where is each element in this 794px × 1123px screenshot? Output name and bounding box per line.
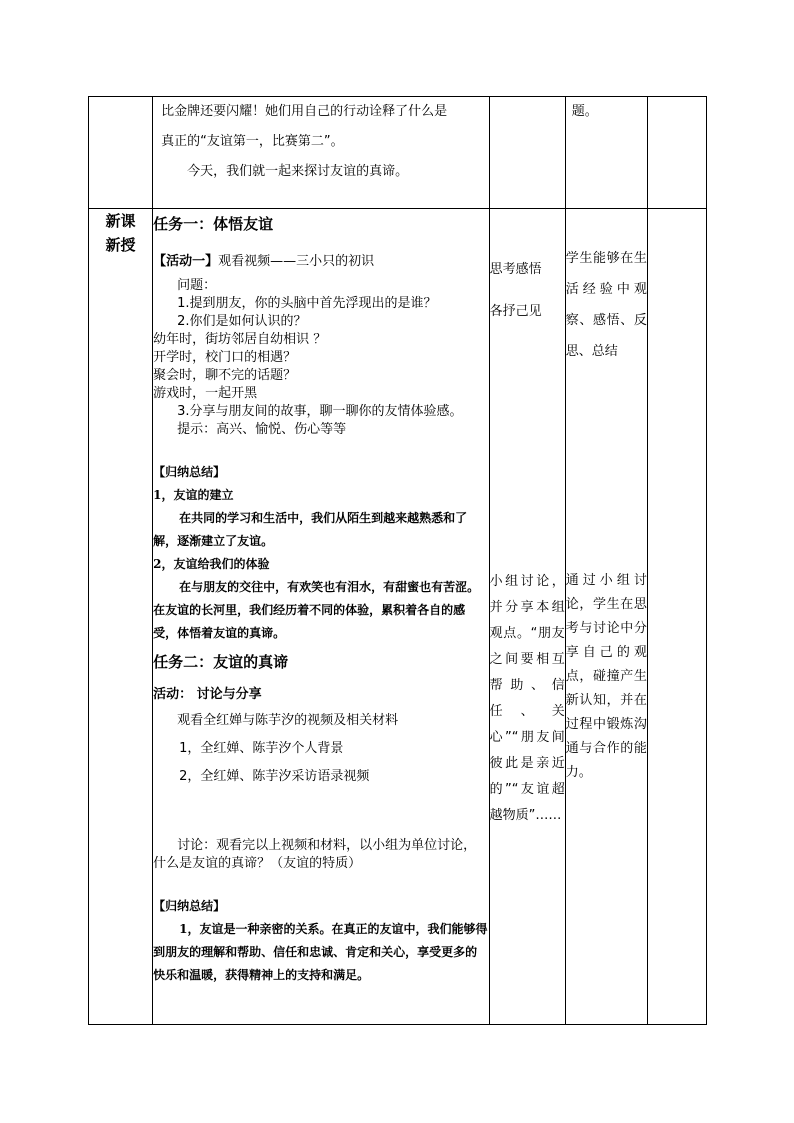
student-cell-new-lesson: [489, 209, 565, 1025]
table-row-intro: [89, 97, 707, 209]
question-line: 2.你们是如何认识的？: [177, 314, 307, 329]
col3-top-line2: 各抒己见: [489, 304, 542, 319]
summary1-title: 【归纳总结】: [153, 465, 226, 479]
activity1: [153, 251, 489, 273]
summary2: [153, 895, 489, 987]
question-line: 3.分享与朋友间的故事，聊一聊你的友情体验感。: [177, 404, 463, 419]
summary1-point1-title: 1，友谊的建立: [153, 488, 234, 502]
question-line: 聚会时，聊不完的话题？: [153, 368, 297, 383]
task2-title: 任务二：友谊的真谛: [153, 653, 289, 671]
intro-col4-text: 题。: [571, 104, 598, 119]
col3-bottom: 小组讨论，并分享本组观点。“朋友之间要相互帮助、信任、关心”“朋友间彼此是亲近的”“友谊超越物质”……: [489, 574, 565, 823]
activity1-text: 观看视频——三小只的初识: [218, 254, 375, 269]
col4-bottom: 通过小组讨论，学生在思考与讨论中分享自己的观点，碰撞产生新认知，并在过程中锻炼沟通与合作的能力。: [565, 573, 647, 780]
intro-line-3: 今天，我们就一起来探讨友谊的真谛。: [187, 164, 409, 179]
phase-label-line1: 新课: [105, 212, 136, 230]
note-cell-new-lesson: [647, 209, 706, 1025]
intent-cell-new-lesson: [565, 209, 647, 1025]
phase-cell-intro: [89, 97, 153, 209]
question-line: 提示：高兴、愉悦、伤心等等: [177, 422, 347, 437]
watch-block: [177, 707, 489, 791]
content-cell-new-lesson: [153, 209, 490, 1025]
discuss-text: 讨论：观看完以上视频和材料，以小组为单位讨论，什么是友谊的真谛？（友谊的特质）: [153, 838, 477, 871]
watch-item: 1，全红婵、陈芋汐个人背景: [179, 741, 344, 756]
summary1-point2-title: 2，友谊给我们的体验: [153, 557, 270, 571]
col4-top: 学生能够在生活经验中观察、感悟、反思、总结: [565, 251, 647, 359]
note-cell-intro: [647, 97, 706, 209]
phase-cell-new-lesson: [89, 209, 153, 1025]
activity2: [153, 683, 489, 707]
content-cell-intro: [153, 97, 490, 209]
question-line: 幼年时，街坊邻居自幼相识 ？: [153, 332, 327, 347]
question-line: 1.提到朋友，你的头脑中首先浮现出的是谁？: [177, 296, 437, 311]
summary1: [153, 461, 489, 645]
watch-text: 观看全红婵与陈芋汐的视频及相关材料: [177, 713, 399, 728]
lesson-plan-table: [88, 96, 707, 1025]
summary1-point1-text: 在共同的学习和生活中，我们从陌生到越来越熟悉和了解，逐渐建立了友谊。: [153, 511, 468, 548]
question-line: 开学时，校门口的相遇？: [153, 350, 297, 365]
student-cell-intro: [489, 97, 565, 209]
intent-cell-intro: [565, 97, 647, 209]
task1-title: 任务一：体悟友谊: [153, 215, 274, 233]
phase-label-line2: 新授: [105, 236, 136, 254]
activity2-text: 讨论与分享: [196, 687, 262, 702]
question-list: [153, 277, 489, 439]
summary2-title: 【归纳总结】: [153, 899, 226, 913]
table-row-new-lesson: [89, 209, 707, 1025]
watch-item: 2，全红婵、陈芋汐采访语录视频: [179, 769, 370, 784]
summary2-text: 1，友谊是一种亲密的关系。在真正的友谊中，我们能够得到朋友的理解和帮助、信任和忠诚、肯定和关心，享受更多的快乐和温暖，获得精神上的支持和满足。: [153, 922, 488, 982]
question-line: 游戏时，一起开黑: [153, 386, 258, 401]
col3-top-line1: 思考感悟: [489, 262, 542, 277]
summary1-point2-text: 在与朋友的交往中，有欢笑也有泪水，有甜蜜也有苦涩。在友谊的长河里，我们经历着不同的体验，累积着各自的感受，体悟着友谊的真谛。: [153, 580, 480, 640]
activity1-tag: 【活动一】: [153, 254, 219, 269]
intro-line-2: 真正的“友谊第一，比赛第二”。: [161, 134, 344, 149]
activity2-tag: 活动：: [153, 687, 193, 702]
question-line: 问题：: [177, 278, 217, 293]
intro-line-1: 比金牌还要闪耀！她们用自己的行动诠释了什么是: [161, 104, 448, 119]
